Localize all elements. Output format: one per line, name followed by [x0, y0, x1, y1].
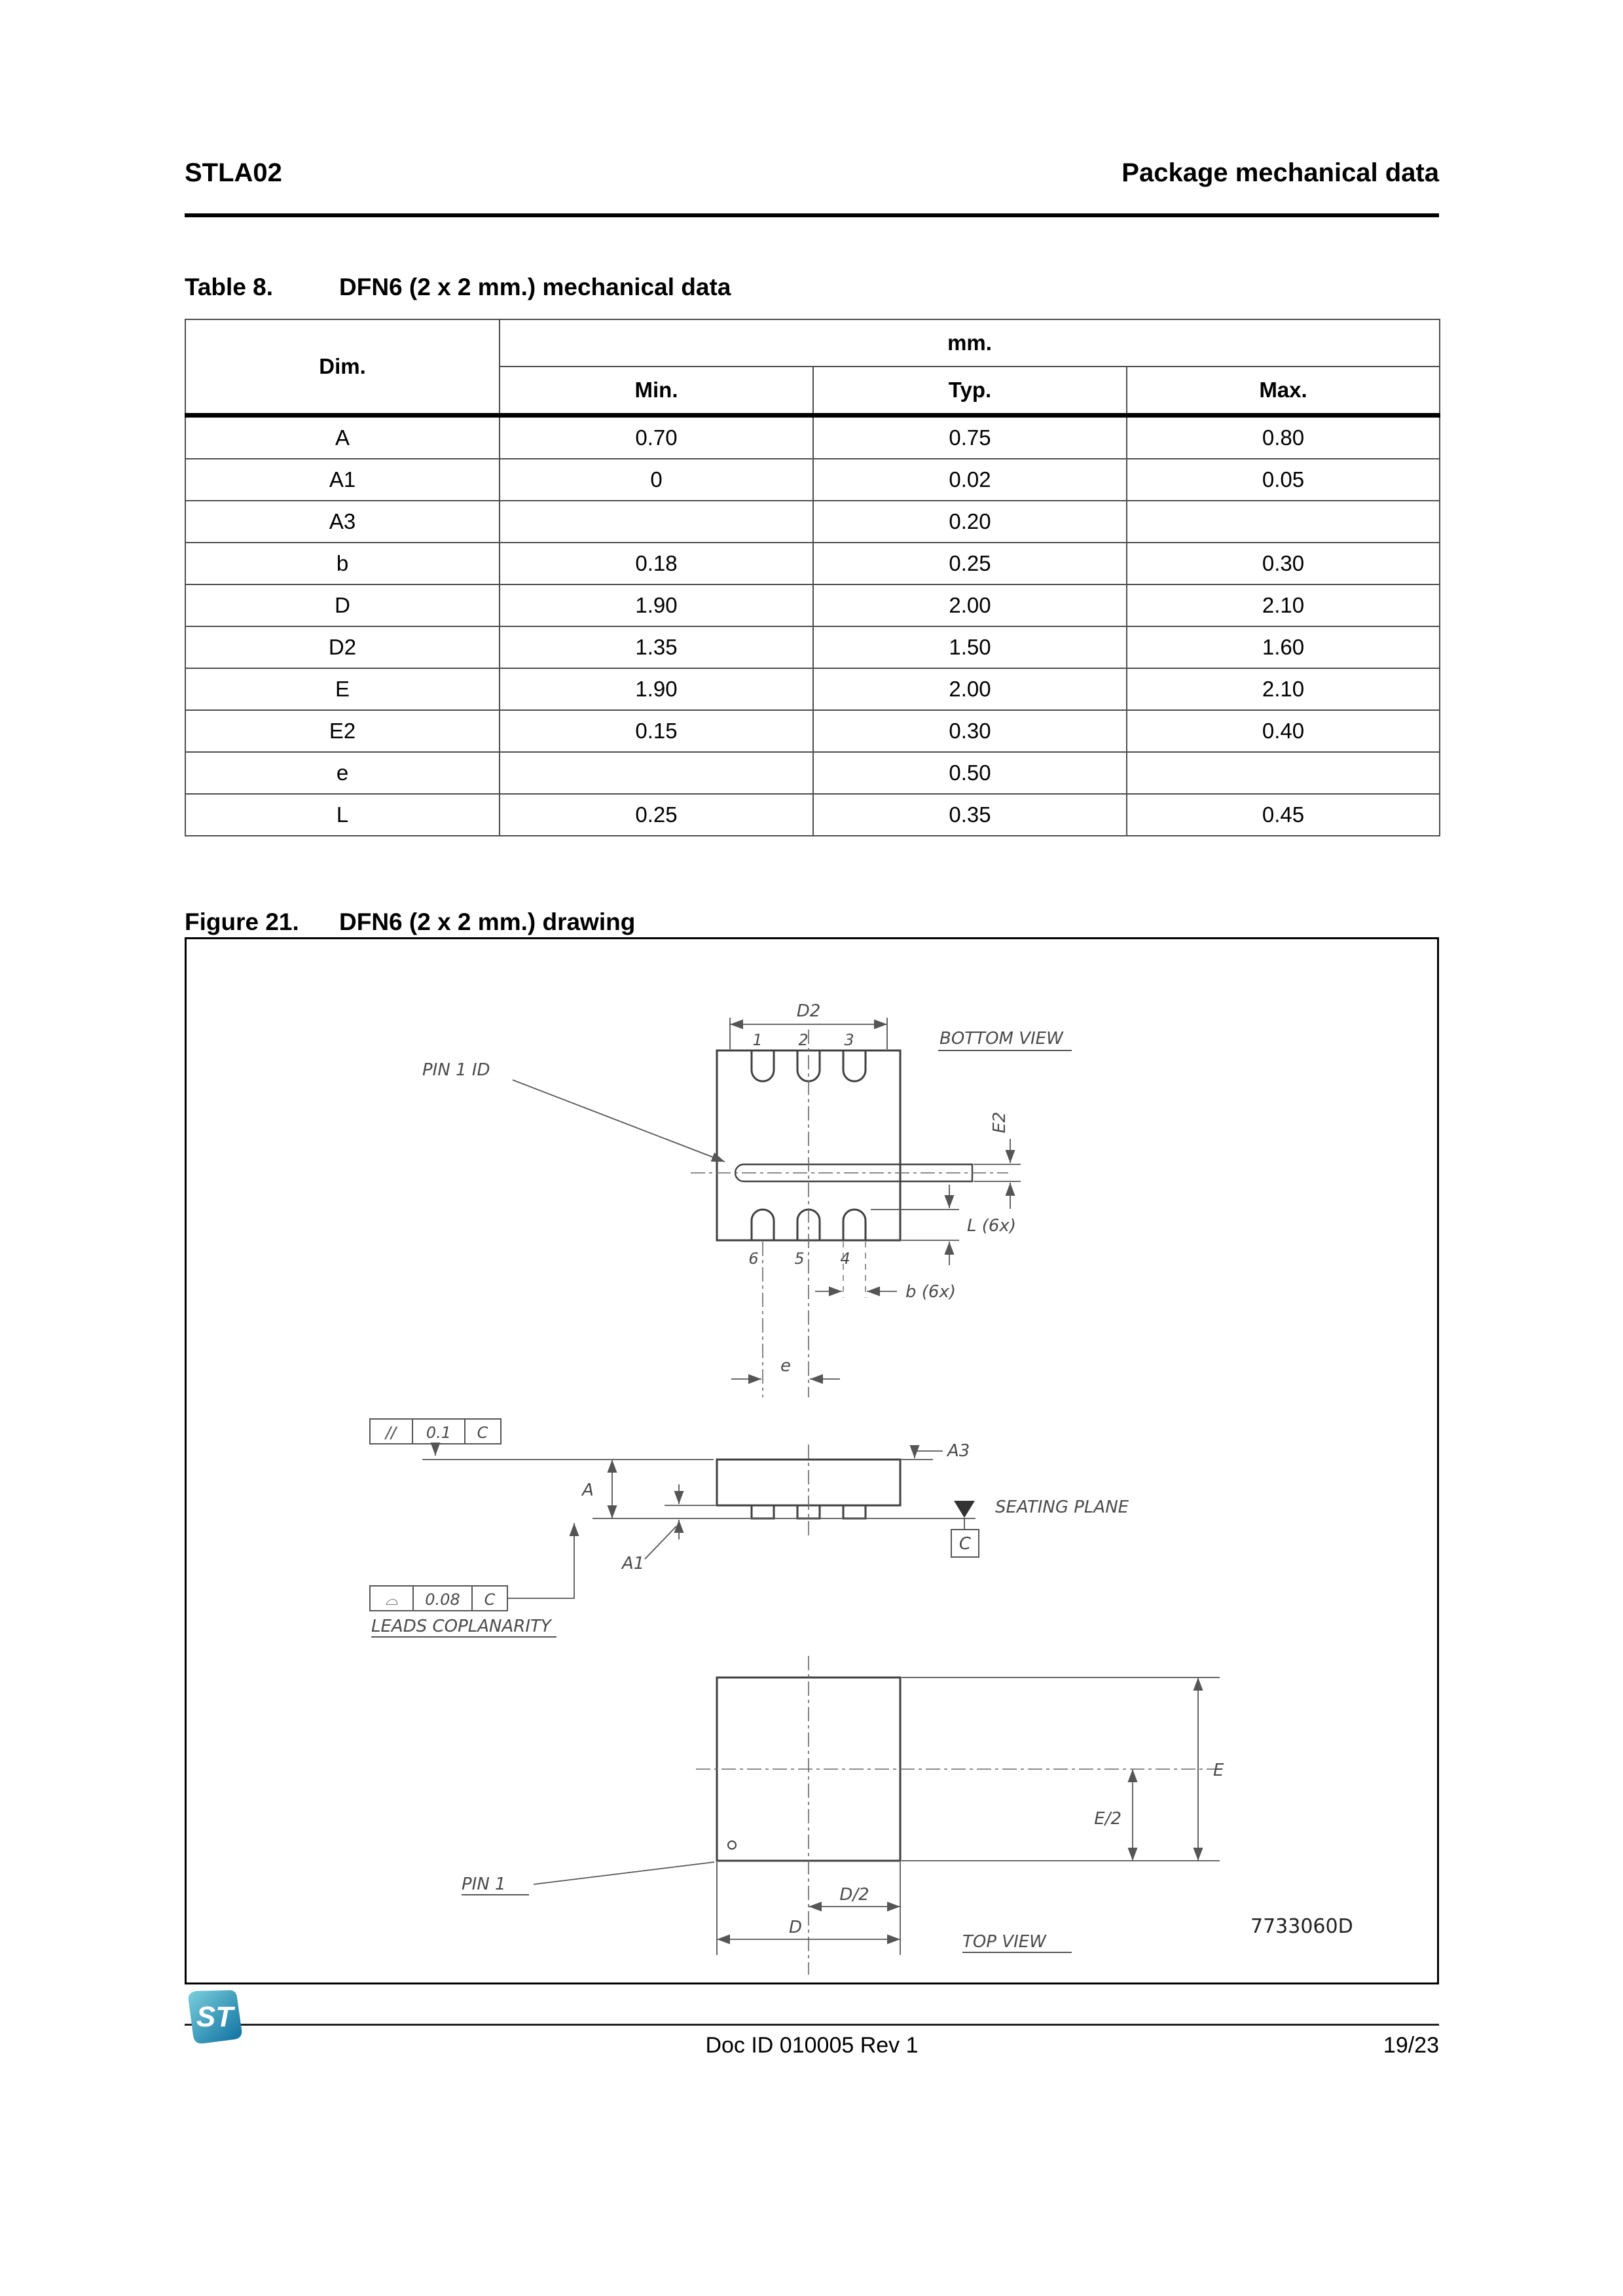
header-product-name: STLA02 [185, 158, 282, 187]
top-view-centerlines [696, 1656, 1221, 1975]
cell-min: 0 [500, 459, 813, 501]
header-section-title: Package mechanical data [1122, 158, 1439, 187]
cell-min: 0.70 [500, 416, 813, 459]
pin-6-pad [752, 1210, 774, 1240]
leads-coplanarity-label: LEADS COPLANARITY [371, 1617, 551, 1636]
cell-max: 0.40 [1127, 710, 1440, 752]
pin-number-1: 1 [752, 1031, 763, 1049]
cell-max: 2.10 [1127, 584, 1440, 626]
cell-dim: D2 [185, 626, 500, 668]
pin1-id-label: PIN 1 ID [422, 1060, 490, 1080]
dim-label-a1: A1 [622, 1554, 645, 1573]
drawing-number: 7733060D [1250, 1915, 1353, 1938]
table-row [185, 501, 1440, 543]
col-header-min: Min. [500, 367, 813, 416]
footer-page-number: 19/23 [1383, 2033, 1439, 2058]
cell-min: 0.25 [500, 794, 813, 836]
parallelism-symbol: // [385, 1424, 397, 1442]
cell-min: 1.90 [500, 668, 813, 710]
table-row [185, 626, 1440, 668]
document-header [185, 158, 1439, 188]
bottom-view-drawing [717, 1050, 972, 1240]
dim-label-e2: E2 [990, 1111, 1010, 1134]
pin-1-pad [752, 1050, 774, 1081]
col-header-max: Max. [1127, 367, 1440, 416]
figure21-label: Figure 21. [185, 908, 299, 935]
pin-number-6: 6 [748, 1249, 759, 1268]
cell-min: 0.15 [500, 710, 813, 752]
cell-dim: A3 [185, 501, 500, 543]
cell-typ: 0.20 [813, 501, 1127, 543]
dim-label-d2: D2 [796, 1001, 821, 1021]
bottom-view-label: BOTTOM VIEW [939, 1029, 1063, 1049]
pin-3-pad [843, 1050, 866, 1081]
coplanarity-symbol: ⌓ [385, 1590, 398, 1609]
table-row [185, 668, 1440, 710]
parallelism-datum: C [477, 1424, 488, 1442]
cell-min: 0.18 [500, 543, 813, 584]
cell-dim: b [185, 543, 500, 584]
dim-label-l: L (6x) [967, 1216, 1016, 1236]
table-row [185, 710, 1440, 752]
cell-max: 0.05 [1127, 459, 1440, 501]
table-header-row-units [185, 319, 1440, 367]
cell-dim: D [185, 584, 500, 626]
dim-label-e-half: E/2 [1094, 1809, 1122, 1829]
pin-4-pad [843, 1210, 866, 1240]
pin-number-3: 3 [844, 1031, 854, 1049]
top-view-labels [462, 1761, 1353, 1952]
cell-max: 0.45 [1127, 794, 1440, 836]
cell-min: 1.90 [500, 584, 813, 626]
dfn6-package-drawing [187, 939, 1437, 1982]
cell-typ: 0.75 [813, 416, 1127, 459]
pin-number-5: 5 [794, 1249, 805, 1268]
header-rule [185, 213, 1439, 217]
cell-typ: 1.50 [813, 626, 1127, 668]
cell-min [500, 501, 813, 543]
coplanarity-tolerance: 0.08 [425, 1590, 460, 1609]
cell-max [1127, 752, 1440, 794]
table-header [185, 319, 1440, 416]
side-view-labels [371, 1424, 1129, 1636]
dim-label-d: D [788, 1918, 803, 1937]
table8-title [185, 274, 731, 301]
lead-stub [752, 1505, 774, 1518]
cell-typ: 2.00 [813, 668, 1127, 710]
cell-typ: 0.50 [813, 752, 1127, 794]
cell-dim: A [185, 416, 500, 459]
mechanical-data-table [185, 319, 1440, 836]
cell-max: 0.80 [1127, 416, 1440, 459]
figure21-caption: DFN6 (2 x 2 mm.) drawing [339, 908, 636, 935]
table-row [185, 794, 1440, 836]
cell-max: 2.10 [1127, 668, 1440, 710]
lead-stub [843, 1505, 866, 1518]
seating-plane-label: SEATING PLANE [995, 1498, 1129, 1517]
footer-doc-id: Doc ID 010005 Rev 1 [705, 2033, 919, 2058]
col-header-typ: Typ. [813, 367, 1127, 416]
table-row [185, 584, 1440, 626]
cell-dim: E2 [185, 710, 500, 752]
seating-plane-triangle [954, 1501, 975, 1518]
table-body [185, 416, 1440, 836]
cell-dim: e [185, 752, 500, 794]
cell-typ: 0.30 [813, 710, 1127, 752]
cell-dim: E [185, 668, 500, 710]
cell-min: 1.35 [500, 626, 813, 668]
dim-label-d-half: D/2 [839, 1885, 869, 1905]
cell-max: 0.30 [1127, 543, 1440, 584]
cell-dim: L [185, 794, 500, 836]
st-logo-text: ST [196, 2001, 234, 2033]
dim-label-b: b (6x) [905, 1282, 956, 1302]
cell-dim: A1 [185, 459, 500, 501]
table-row [185, 543, 1440, 584]
bottom-view-dimensions [513, 1018, 1072, 1379]
col-header-dim: Dim. [185, 319, 500, 416]
dim-label-a: A [582, 1480, 594, 1500]
pin1-label: PIN 1 [462, 1874, 506, 1894]
figure-drawing-box [185, 937, 1439, 1984]
pin1-marker-circle [728, 1841, 736, 1849]
col-header-mm: mm. [500, 319, 1440, 367]
bottom-view-labels [422, 1001, 1064, 1376]
dim-label-e: E [1213, 1761, 1224, 1780]
cell-typ: 0.02 [813, 459, 1127, 501]
cell-max: 1.60 [1127, 626, 1440, 668]
table8-label: Table 8. [185, 274, 274, 300]
coplanarity-datum: C [484, 1590, 496, 1609]
pin-number-2: 2 [798, 1031, 809, 1049]
top-view-label: TOP VIEW [962, 1932, 1046, 1952]
figure21-title [185, 908, 635, 936]
cell-max [1127, 501, 1440, 543]
cell-min [500, 752, 813, 794]
table-row [185, 459, 1440, 501]
cell-typ: 0.35 [813, 794, 1127, 836]
side-view-dimensions [371, 1444, 976, 1637]
dim-label-a3: A3 [947, 1441, 970, 1461]
table-row [185, 752, 1440, 794]
cell-typ: 0.25 [813, 543, 1127, 584]
datum-c-label: C [958, 1534, 972, 1554]
parallelism-tolerance: 0.1 [426, 1424, 452, 1442]
footer-rule [185, 2024, 1439, 2026]
bottom-view-centerlines [691, 1030, 1008, 1397]
table-row [185, 416, 1440, 459]
pin-number-4: 4 [840, 1249, 850, 1268]
cell-typ: 2.00 [813, 584, 1127, 626]
dim-label-e-pitch: e [780, 1356, 791, 1376]
table8-caption: DFN6 (2 x 2 mm.) mechanical data [339, 274, 731, 300]
